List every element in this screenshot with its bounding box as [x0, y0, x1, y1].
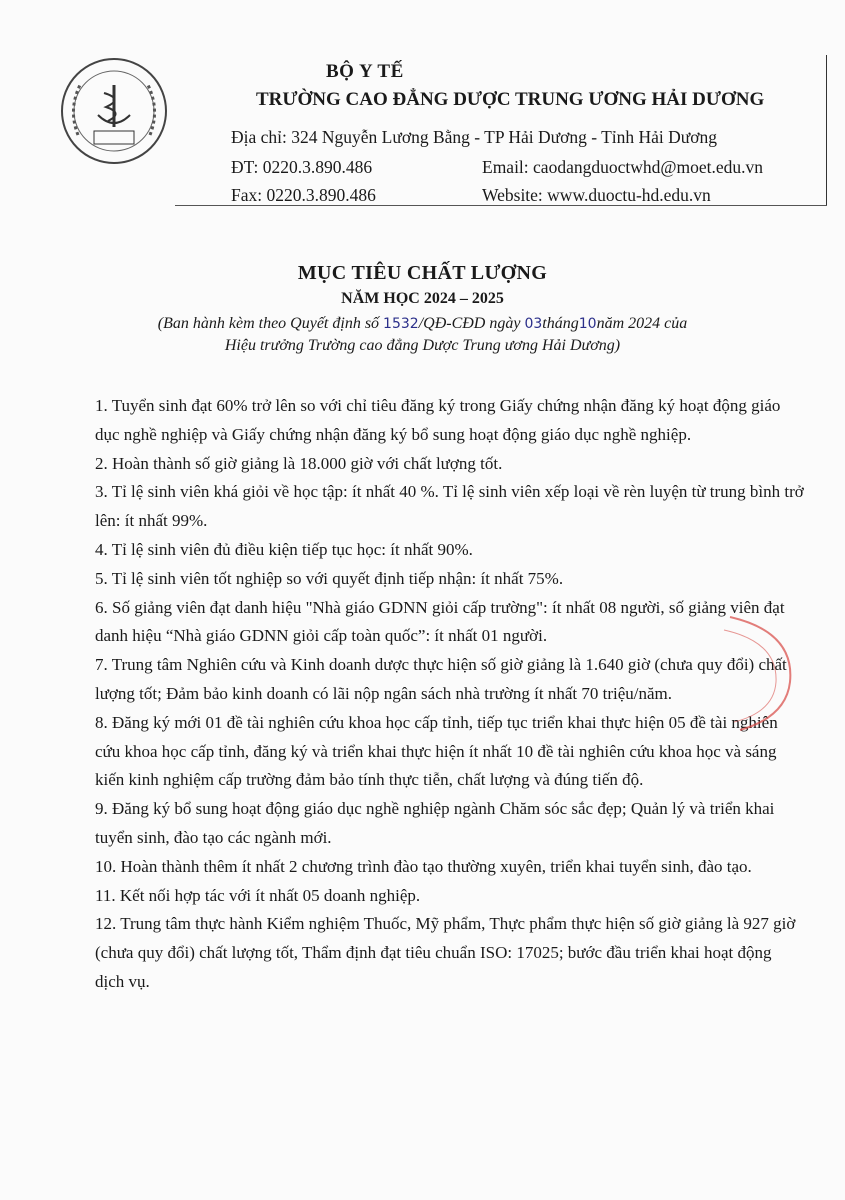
objective-item: 2. Hoàn thành số giờ giảng là 18.000 giờ với chất lượng tốt.: [95, 453, 503, 473]
school-phone: ĐT: 0220.3.890.486: [231, 157, 373, 177]
objective-item: 12. Trung tâm thực hành Kiểm nghiệm Thuốc, Mỹ phẩm, Thực phẩm thực hiện số giờ giảng là 927 giờ (chưa quy đổi) chất lượng tốt, Thẩm định đạt tiêu chuẩn ISO: 17025; bước đầu triển khai hoạt động dịch vụ.: [95, 914, 796, 991]
objective-item: 3. Tỉ lệ sinh viên khá giỏi về học tập: ít nhất 40 %. Tỉ lệ sinh viên xếp loại về rèn luyện từ trung bình trở lên: ít nhất 99%.: [95, 482, 804, 531]
objective-item: 11. Kết nối hợp tác với ít nhất 05 doanh nghiệp.: [95, 885, 421, 905]
school-logo: [58, 55, 170, 167]
objective-item: 5. Tỉ lệ sinh viên tốt nghiệp so với quyết định tiếp nhận: ít nhất 75%.: [95, 568, 564, 588]
issuance-note: (Ban hành kèm theo Quyết định số 1532/QĐ-CĐD ngày 03tháng10năm 2024 của: [157, 315, 688, 332]
decision-number: 1532: [383, 316, 419, 332]
objective-item: 9. Đăng ký bổ sung hoạt động giáo dục nghề nghiệp ngành Chăm sóc sắc đẹp; Quản lý và triển khai tuyển sinh, đào tạo các ngành mới.: [95, 799, 775, 847]
header-right-rule: [826, 55, 827, 205]
ministry-name: BỘ Y TẾ: [326, 61, 404, 82]
decision-month: 10: [578, 316, 597, 332]
objective-item: 6. Số giảng viên đạt danh hiệu "Nhà giáo GDNN giỏi cấp trường": ít nhất 08 người, số giảng viên đạt danh hiệu “Nhà giáo GDNN giỏi cấp toàn quốc”: ít nhất 01 người.: [95, 597, 785, 646]
document-title: MỤC TIÊU CHẤT LƯỢNG: [297, 262, 548, 284]
school-address: Địa chỉ: 324 Nguyễn Lương Bằng - TP Hải Dương - Tỉnh Hải Dương: [231, 127, 718, 147]
objective-item: 8. Đăng ký mới 01 đề tài nghiên cứu khoa học cấp tỉnh, tiếp tục triển khai thực hiện 05 đề tài nghiên cứu khoa học cấp tỉnh, đăng ký và triển khai thực hiện ít nhất 10 đề tài nghiên cứu khoa học và sáng kiến kinh nghiệm cấp trường đảm bảo tính thực tiễn, chất lượng và đúng tiến độ.: [95, 712, 778, 790]
objective-item: 7. Trung tâm Nghiên cứu và Kinh doanh dược thực hiện số giờ giảng là 1.640 giờ (chưa quy đổi) chất lượng tốt; Đảm bảo kinh doanh có lãi nộp ngân sách nhà trường ít nhất 70 triệu/năm.: [95, 655, 787, 703]
issuance-note-line2: Hiệu trưởng Trường cao đẳng Dược Trung ương Hải Dương): [224, 337, 621, 354]
school-email: Email: caodangduoctwhd@moet.edu.vn: [482, 157, 763, 177]
quality-objectives-list: [95, 392, 805, 997]
school-fax: Fax: 0220.3.890.486: [231, 185, 376, 205]
school-website: Website: www.duoctu-hd.edu.vn: [482, 185, 711, 205]
red-seal-stamp: [720, 612, 800, 732]
header-bottom-rule: [175, 205, 827, 206]
objective-item: 10. Hoàn thành thêm ít nhất 2 chương trình đào tạo thường xuyên, triển khai tuyển sinh, đào tạo.: [95, 856, 752, 876]
academic-year: NĂM HỌC 2024 – 2025: [341, 290, 504, 307]
letterhead: [56, 55, 826, 205]
school-name: TRƯỜNG CAO ĐẲNG DƯỢC TRUNG ƯƠNG HẢI DƯƠNG: [256, 89, 765, 110]
objective-item: 1. Tuyển sinh đạt 60% trở lên so với chỉ tiêu đăng ký trong Giấy chứng nhận đăng ký hoạt động giáo dục nghề nghiệp và Giấy chứng nhận đăng ký bổ sung hoạt động giáo dục nghề nghiệp.: [95, 396, 781, 444]
objective-item: 4. Tỉ lệ sinh viên đủ điều kiện tiếp tục học: ít nhất 90%.: [95, 539, 473, 559]
decision-day: 03: [524, 316, 543, 332]
